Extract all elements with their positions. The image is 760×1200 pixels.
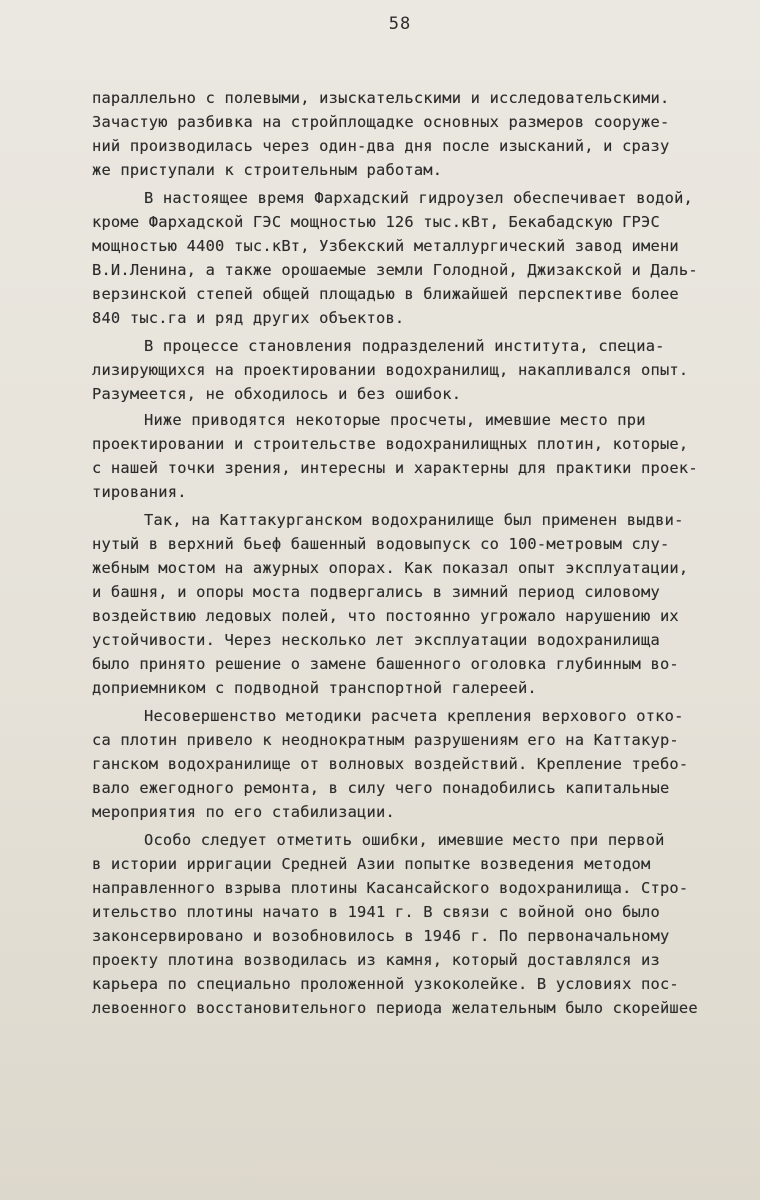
text-line: было принято решение о замене башенного оголовка глубинным во- [92,655,679,673]
text-line: Зачастую разбивка на стройплощадке основных размеров сооруже- [92,113,670,131]
text-line: вало ежегодного ремонта, в силу чего понадобились капитальные [92,779,670,797]
text-line: 840 тыс.га и ряд других объектов. [92,309,405,327]
text-line: В процессе становления подразделений института, специа- [144,337,665,355]
text-line: Так, на Каттакурганском водохранилище был применен выдви- [144,511,684,529]
text-line: воздействию ледовых полей, что постоянно угрожало нарушению их [92,607,679,625]
text-line: проектировании и строительстве водохранилищных плотин, которые, [92,435,689,453]
text-line: же приступали к строительным работам. [92,161,443,179]
text-line: законсервировано и возобновилось в 1946 г. По первоначальному [92,927,670,945]
text-line: левоенного восстановительного периода желательным было скорейшее [92,999,698,1017]
text-line: с нашей точки зрения, интересны и характерны для практики проек- [92,459,698,477]
text-line: Особо следует отметить ошибки, имевшие место при первой [144,831,665,849]
text-line: Несовершенство методики расчета крепления верхового отко- [144,707,684,725]
text-line: кроме Фархадской ГЭС мощностью 126 тыс.кВт, Бекабадскую ГРЭС [92,213,660,231]
text-line: Ниже приводятся некоторые просчеты, имевшие место при [144,411,646,429]
text-line: и башня, и опоры моста подвергались в зимний период силовому [92,583,660,601]
text-line: мощностью 4400 тыс.кВт, Узбекский металлургический завод имени [92,237,679,255]
text-line: тирования. [92,483,187,501]
text-line: В.И.Ленина, а также орошаемые земли Голодной, Джизакской и Даль- [92,261,698,279]
text-line: параллельно с полевыми, изыскательскими и исследовательскими. [92,89,670,107]
text-line: лизирующихся на проектировании водохранилищ, накапливался опыт. [92,361,689,379]
text-line: в истории ирригации Средней Азии попытке возведения методом [92,855,651,873]
text-line: Разумеется, не обходилось и без ошибок. [92,385,462,403]
text-line: ганском водохранилище от волновых воздействий. Крепление требо- [92,755,689,773]
text-line: са плотин привело к неоднократным разрушениям его на Каттакур- [92,731,679,749]
text-line: нутый в верхний бьеф башенный водовыпуск со 100-метровым слу- [92,535,670,553]
page-number: 58 [388,14,412,34]
text-line: мероприятия по его стабилизации. [92,803,395,821]
text-line: доприемником с подводной транспортной галереей. [92,679,537,697]
text-line: верзинской степей общей площадью в ближайшей перспективе более [92,285,679,303]
text-line: направленного взрыва плотины Касансайского водохранилища. Стро- [92,879,689,897]
text-line: ний производилась через один-два дня после изысканий, и сразу [92,137,670,155]
text-line: жебным мостом на ажурных опорах. Как показал опыт эксплуатации, [92,559,689,577]
text-line: карьера по специально проложенной узкоколейке. В условиях пос- [92,975,679,993]
text-line: ительство плотины начато в 1941 г. В связи с войной оно было [92,903,660,921]
text-line: проекту плотина возводилась из камня, который доставлялся из [92,951,660,969]
text-line: устойчивости. Через несколько лет эксплуатации водохранилища [92,631,660,649]
text-line: В настоящее время Фархадский гидроузел обеспечивает водой, [144,189,694,207]
